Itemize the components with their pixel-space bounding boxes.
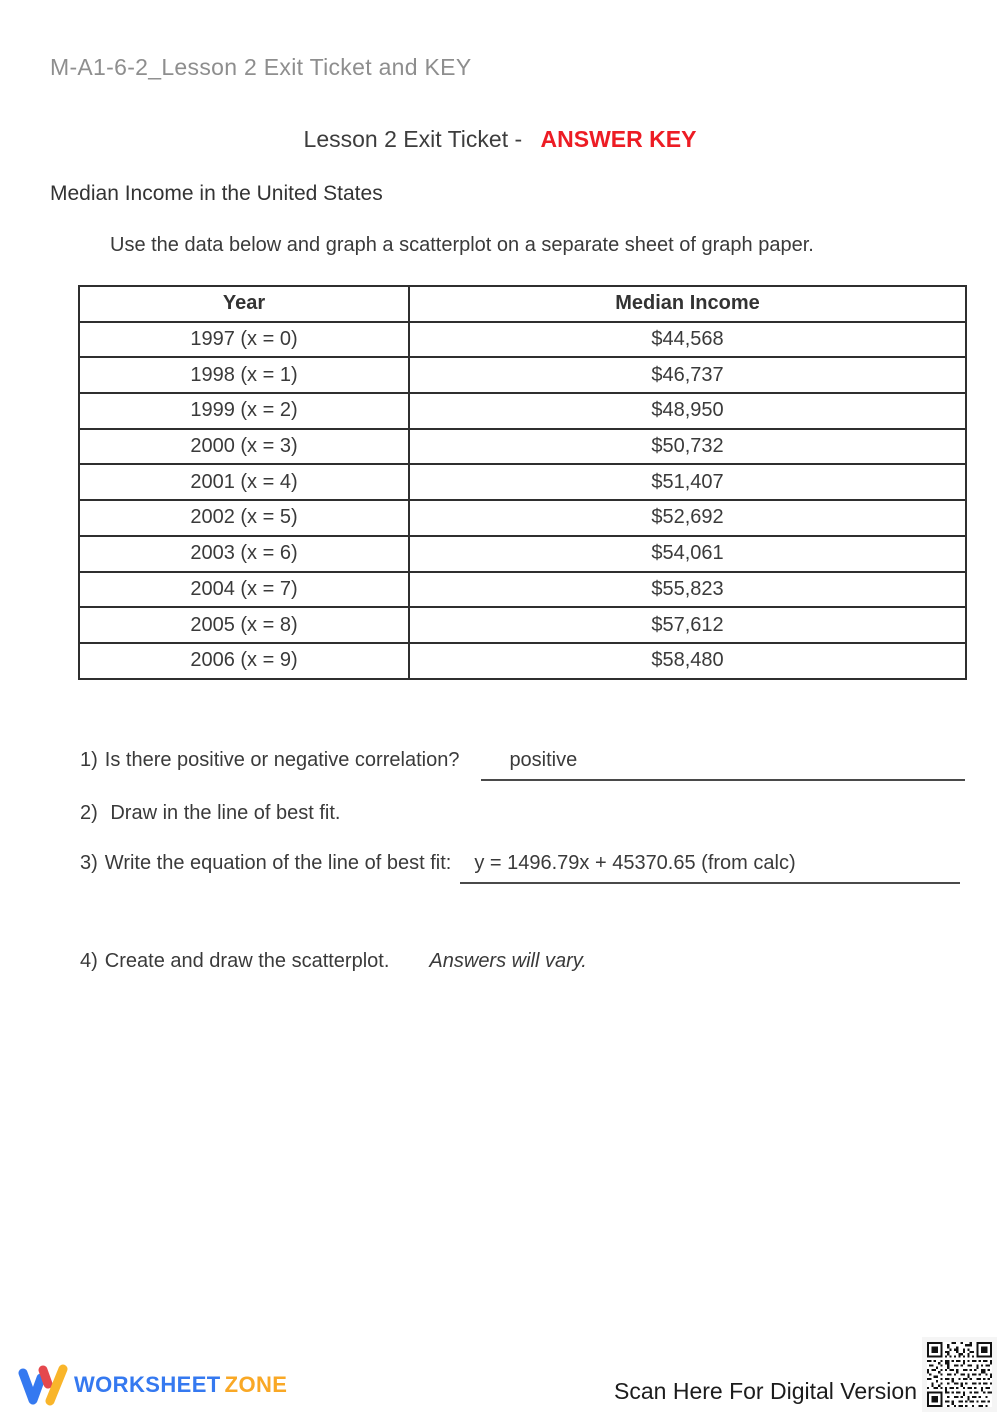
income-cell: $58,480 [409,643,966,679]
column-header-median-income: Median Income [409,286,966,322]
income-cell: $57,612 [409,607,966,643]
table-header-row [79,286,966,322]
logo-w-icon [16,1361,68,1409]
income-cell: $52,692 [409,500,966,536]
year-cell: 2003 (x = 6) [79,536,409,572]
brand-worksheet-text: WORKSHEET [74,1372,221,1397]
table-row [79,393,966,429]
document-filename: M-A1-6-2_Lesson 2 Exit Ticket and KEY [50,54,472,80]
answer-key-label: ANSWER KEY [540,126,697,152]
brand-zone-text: ZONE [224,1372,288,1397]
income-cell: $48,950 [409,393,966,429]
table-row [79,607,966,643]
question-2 [80,802,340,825]
table-row [79,643,966,679]
page-title [0,126,1000,153]
question-1 [80,749,965,781]
section-heading: Median Income in the United States [50,182,383,205]
table-row [79,464,966,500]
title-prefix: Lesson 2 Exit Ticket - [303,126,523,152]
income-cell: $51,407 [409,464,966,500]
question-2-text: Draw in the line of best fit. [110,802,341,824]
table-row [79,500,966,536]
year-cell: 2004 (x = 7) [79,572,409,608]
question-4-main [80,950,389,973]
question-4 [80,950,587,973]
worksheetzone-logo[interactable] [16,1361,287,1409]
qr-code [922,1337,997,1412]
year-cell: 2005 (x = 8) [79,607,409,643]
question-1-answer-blank [481,749,965,781]
question-3-answer: y = 1496.79x + 45370.65 (from calc) [474,852,796,874]
income-cell: $55,823 [409,572,966,608]
income-cell: $54,061 [409,536,966,572]
year-cell: 1997 (x = 0) [79,322,409,358]
instructions-text: Use the data below and graph a scatterplot on a separate sheet of graph paper. [110,234,814,256]
question-3-answer-blank [460,852,960,884]
question-1-number: 1) [80,749,98,771]
question-4-answer: Answers will vary. [429,950,587,972]
year-cell: 2001 (x = 4) [79,464,409,500]
question-1-answer: positive [509,749,578,771]
question-3-number: 3) [80,852,98,874]
year-cell: 2000 (x = 3) [79,429,409,465]
question-3-text: Write the equation of the line of best fit: [104,852,452,874]
table-row [79,429,966,465]
income-cell: $50,732 [409,429,966,465]
question-2-number: 2) [80,802,98,824]
year-cell: 2006 (x = 9) [79,643,409,679]
median-income-table [78,285,967,680]
question-4-text: Create and draw the scatterplot. [104,950,390,972]
table-row [79,536,966,572]
table-row [79,572,966,608]
year-cell: 2002 (x = 5) [79,500,409,536]
question-3 [80,852,960,884]
year-cell: 1998 (x = 1) [79,357,409,393]
income-cell: $46,737 [409,357,966,393]
question-1-text: Is there positive or negative correlation? [104,749,460,771]
table-row [79,322,966,358]
year-cell: 1999 (x = 2) [79,393,409,429]
question-4-number: 4) [80,950,98,972]
scan-here-text: Scan Here For Digital Version [614,1378,917,1404]
column-header-year: Year [79,286,409,322]
table-row [79,357,966,393]
income-cell: $44,568 [409,322,966,358]
